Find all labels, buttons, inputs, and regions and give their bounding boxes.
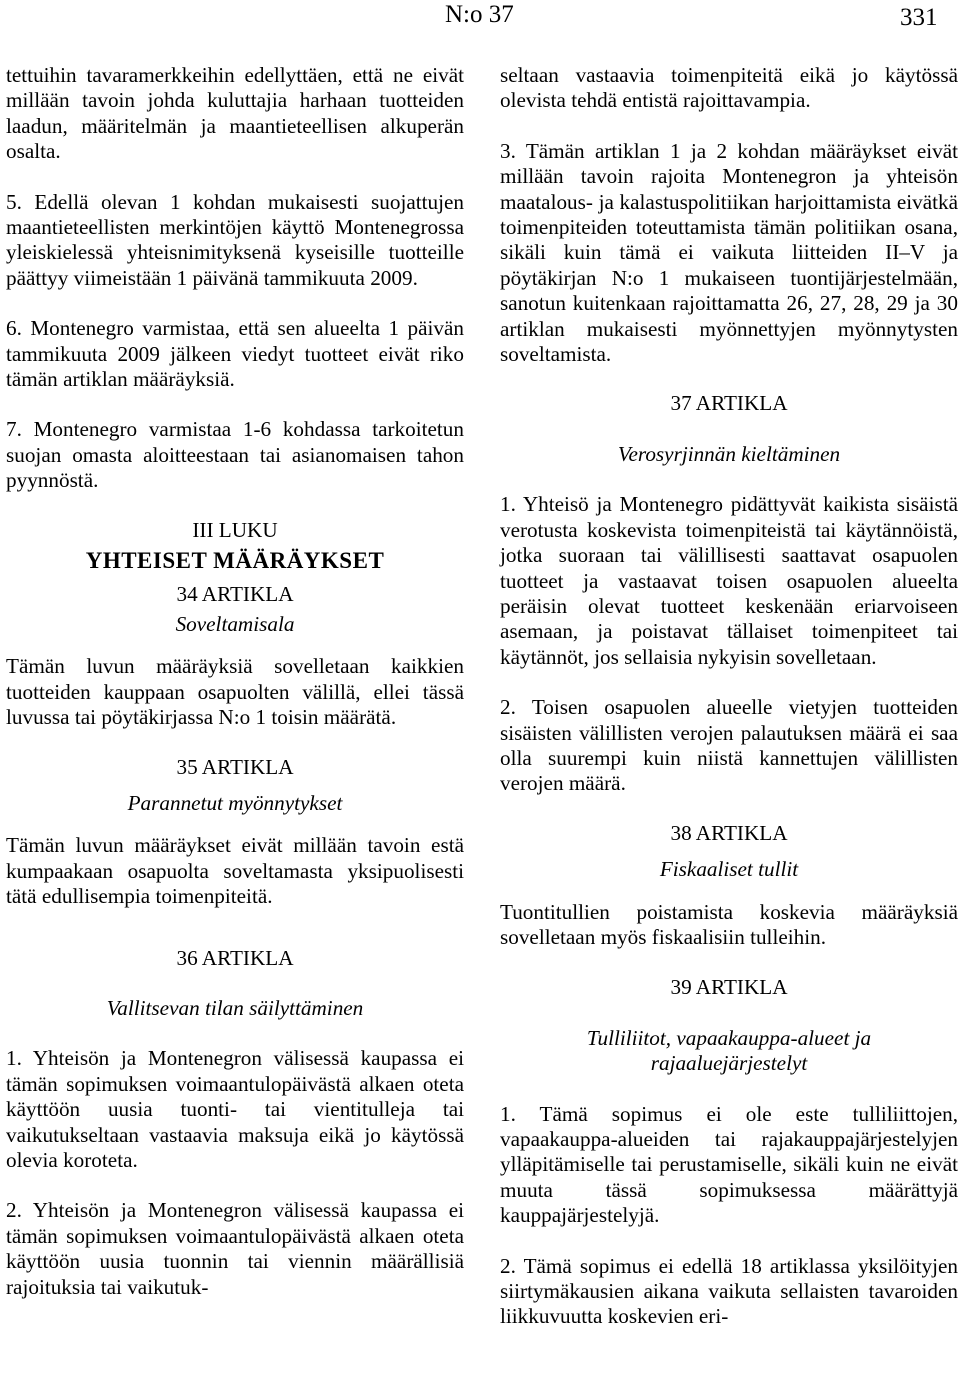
article-37-paragraph-1: 1. Yhteisö ja Montenegro pidättyvät kaikista sisäistä verotusta koskevista toimenpiteistä tai käytännöistä, jotka suoraan tai välillisesti saattavat osapuolen tuotteet ja vastaavat toisen osapuolen alueelta peräisin olevat tuotteet keskenään eriarvoiseen asemaan, ja poistavat tällaiset toimenpiteet tai käytännöt, jos sellaisia nykyisin sovelletaan. [500, 492, 958, 669]
paragraph-continuation: tettuihin tavaramerkkeihin edellyttäen, että ne eivät millään tavoin johda kuluttajia harhaan tuotteiden laadun, määritelmän ja maantieteellisen alkuperän osalta. [6, 63, 464, 164]
article-39-heading: 39 ARTIKLA [670, 975, 788, 1000]
paragraph-7: 7. Montenegro varmistaa 1-6 kohdassa tarkoitetun suojan omasta aloitteestaan tai asianomaisen tahon pyynnöstä. [6, 417, 464, 493]
paragraph-6: 6. Montenegro varmistaa, että sen alueelta 1 päivän tammikuuta 2009 jälkeen viedyt tuotteet eivät riko tämän artiklan määräyksiä. [6, 316, 464, 392]
article-39-subtitle: Tulliliitot, vapaakauppa-alueet ja rajaaluejärjestelyt [586, 1025, 872, 1076]
article-34-heading: 34 ARTIKLA [176, 581, 294, 606]
chapter-title: YHTEISET MÄÄRÄYKSET [85, 548, 385, 574]
paragraph-5: 5. Edellä olevan 1 kohdan mukaisesti suojattujen maantieteellisten merkintöjen käyttö Montenegrossa yleiskielessä yhteisnimityksenä kyseisille tuotteille päättyy viimeistään 1 päivänä tammikuuta 2009. [6, 189, 464, 290]
article-37-heading: 37 ARTIKLA [670, 391, 788, 416]
issue-number: N:o 37 [445, 1, 514, 28]
article-34-text: Tämän luvun määräyksiä sovelletaan kaikkien tuotteiden kauppaan osapuolten välillä, ellei tässä luvussa tai pöytäkirjassa N:o 1 toisin määrätä. [6, 654, 464, 730]
left-column [6, 63, 464, 1300]
article-35-text: Tämän luvun määräykset eivät millään tavoin estä kumpaakaan osapuolta soveltamasta yksipuolisesti tätä edullisempia toimenpiteitä. [6, 833, 464, 909]
article-37-paragraph-2: 2. Toisen osapuolen alueelle vietyjen tuotteiden sisäisten välillisten verojen palautuksen määrä ei saa olla suurempi kuin niistä kannettujen välillisten verojen määrä. [500, 695, 958, 796]
article-39-paragraph-1: 1. Tämä sopimus ei ole este tulliliittojen, vapaakauppa-alueiden tai rajakauppajärjestelyjen ylläpitämiselle tai perustamiselle, sikäli kuin ne eivät muuta tässä sopimuksessa määrättyjä kauppajärjestelyjä. [500, 1101, 958, 1228]
article-37-subtitle: Verosyrjinnän kieltäminen [617, 441, 841, 466]
article-39-paragraph-2: 2. Tämä sopimus ei edellä 18 artiklassa yksilöityjen siirtymäkausien aikana vaikuta sellaisten tavaroiden liikkuvuutta koskevien eri- [500, 1253, 958, 1329]
article-38-text: Tuontitullien poistamista koskevia määräyksiä sovelletaan myös fiskaalisiin tulleihin. [500, 899, 958, 949]
article-36-paragraph-1: 1. Yhteisön ja Montenegron välisessä kaupassa ei tämän sopimuksen voimaantulopäivästä alkaen oteta käyttöön uusia tuonti- tai vientitulleja tai vaikutukseltaan vastaavia maksuja eikä jo käytössä olevia koroteta. [6, 1046, 464, 1172]
article-36-paragraph-2: 2. Yhteisön ja Montenegron välisessä kaupassa ei tämän sopimuksen voimaantulopäivästä alkaen oteta käyttöön uusia tuonnin tai viennin määrällisiä rajoituksia tai vaikutuk- [6, 1198, 464, 1299]
paragraph-continuation: seltaan vastaavia toimenpiteitä eikä jo käytössä olevista tehdä entistä rajoittavampia. [500, 63, 958, 113]
article-36-subtitle: Vallitsevan tilan säilyttäminen [106, 995, 364, 1020]
article-35-subtitle: Parannetut myönnytykset [127, 790, 343, 815]
article-36-heading: 36 ARTIKLA [176, 945, 294, 970]
article-38-subtitle: Fiskaaliset tullit [659, 857, 799, 882]
right-column [500, 63, 958, 1330]
chapter-number: III LUKU [192, 517, 278, 542]
article-35-heading: 35 ARTIKLA [176, 754, 294, 779]
article-34-subtitle: Soveltamisala [175, 611, 295, 636]
article-38-heading: 38 ARTIKLA [670, 820, 788, 845]
page-number: 331 [900, 4, 938, 31]
page-header [0, 0, 960, 60]
paragraph-3: 3. Tämän artiklan 1 ja 2 kohdan määräykset eivät millään tavoin rajoita Montenegron ja yhteisön maatalous- ja kalastuspolitiikan harjoittamista eivätkä toimenpiteiden toteuttamista tämän politiikan osana, sikäli kuin tämä ei vaikuta liitteiden II–V ja pöytäkirjan N:o 1 mukaiseen tuontijärjestelmään, sanotun kuitenkaan rajoittamatta 26, 27, 28, 29 ja 30 artiklan mukaisesti myönnettyjen myönnytysten soveltamista. [500, 138, 958, 367]
